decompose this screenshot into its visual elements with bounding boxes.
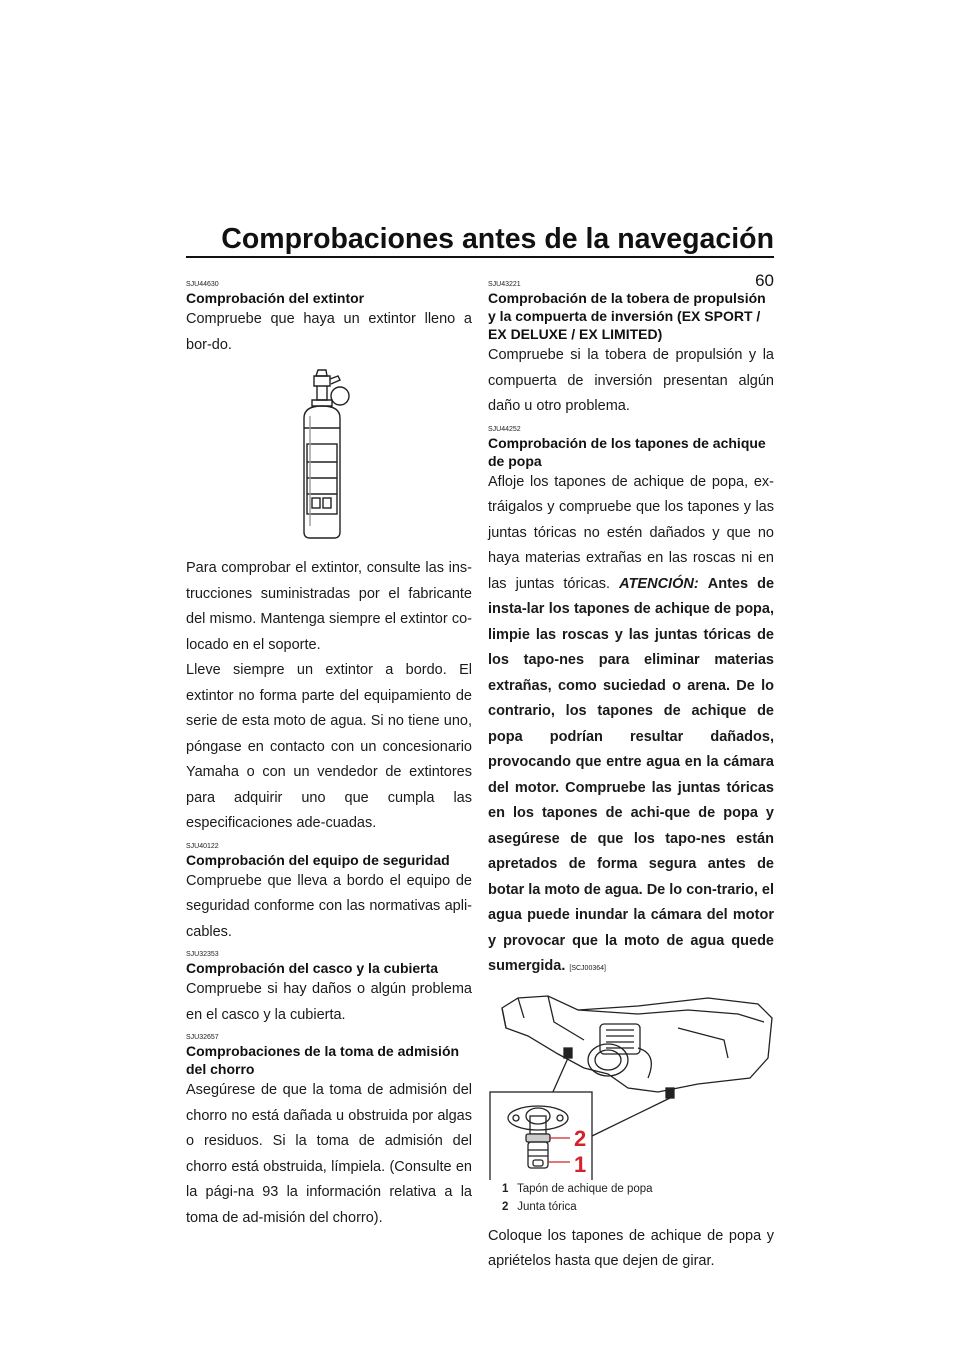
section-title: Comprobación del equipo de seguridad [186,851,450,868]
stern-drain-plug-illustration [488,988,774,1180]
section-text-main: Afloje los tapones de achique de popa, ex-tráigalos y compruebe que los tapones y las juntas tóricas no estén dañados y que no haya materias extrañas en las roscas ni en las juntas tóricas. [488,473,774,592]
section-text: Compruebe si hay daños o algún problema en el casco y la cubierta. [186,981,472,1023]
section-text: Lleve siempre un extintor a bordo. El extintor no forma parte del equipamiento de serie de esta moto de agua. Si no tiene uno, póngase en contacto con un concesionario Yamaha o con un vendedor de extintores para adquirir uno que cumpla las especificaciones ade-cuadas. [186,662,472,831]
figure-caption [502,1198,774,1216]
caption-text: Junta tórica [517,1200,577,1213]
section-code: SJU44252 [488,425,521,433]
section-text: Compruebe si la tobera de propulsión y la compuerta de inversión presentan algún daño u otro problema. [488,347,774,414]
section-text: Asegúrese de que la toma de admisión del chorro no está dañada u obstruida por algas o residuos. Si la toma de admisión del chorro está obstruida, límpiela. (Consulte en la pági-na 93 la información relativa a la toma de ad-misión del chorro). [186,1082,472,1226]
right-column [488,280,774,1280]
section-casco [186,950,472,1028]
page-title: Comprobaciones antes de la navegación [221,223,774,255]
section-title: Comprobación de los tapones de achique de popa [488,434,766,469]
warning-code: [SCJ00364] [569,965,606,972]
section-toma [186,1033,472,1231]
caption-text: Tapón de achique de popa [517,1182,653,1195]
section-text: Para comprobar el extintor, consulte las ins-trucciones suministradas por el fabricante del mismo. Mantenga siempre el extintor co-locado en el soporte. [186,560,472,653]
section-title: Comprobación del extintor [186,290,365,306]
callout-1: 1 [574,1151,587,1177]
caption-number: 1 [502,1182,509,1195]
section-title: Comprobaciones de la toma de admisión del chorro [186,1043,460,1077]
warning-text: Antes de insta-lar los tapones de achique de popa, limpie las roscas y las juntas tóricas de los tapo-nes para eliminar materias extrañas, como suciedad o arena. De lo contrario, los tapones de achique de popa podrían resultar dañados, provocando que entre agua en la cámara del motor. Compruebe las juntas tóricas en los tapones de achi-que de popa y asegúrese de que los tapo-nes están apretados de forma segura antes de botar la moto de agua. De lo con-trario, el agua puede inundar la cámara del motor y provocar que la moto de agua quede sumergida. [488,575,775,974]
figure-caption [502,1180,774,1198]
fire-extinguisher-illustration [296,366,356,542]
section-title: Comprobación del casco y la cubierta [186,960,439,976]
section-code: SJU40122 [186,842,219,850]
header-rule [186,256,774,258]
callout-2: 2 [574,1125,587,1151]
page-header [186,222,774,256]
section-text [488,470,774,982]
section-text: Compruebe que haya un extintor lleno a bor-do. [186,311,472,353]
section-code: SJU43221 [488,281,521,288]
section-code: SJU32353 [186,951,219,958]
section-tobera [488,280,774,420]
section-text: Compruebe que lleva a bordo el equipo de seguridad conforme con las normativas apli-cables. [186,872,472,940]
section-code: SJU32657 [186,1034,219,1041]
section-equipo [186,842,472,946]
page-number: 60 [755,271,774,290]
left-column [186,280,472,1236]
section-extintor [186,280,472,837]
caption-number: 2 [502,1200,509,1213]
section-tapones [488,425,774,1275]
warning-label: ATENCIÓN: [619,575,699,592]
section-text: Coloque los tapones de achique de popa y apriételos hasta que dejen de girar. [488,1227,774,1269]
section-title: Comprobación de la tobera de propulsión y la compuerta de inversión (EX SPORT / EX DELUXE / EX LIMITED) [488,290,766,342]
section-code: SJU44630 [186,281,219,288]
